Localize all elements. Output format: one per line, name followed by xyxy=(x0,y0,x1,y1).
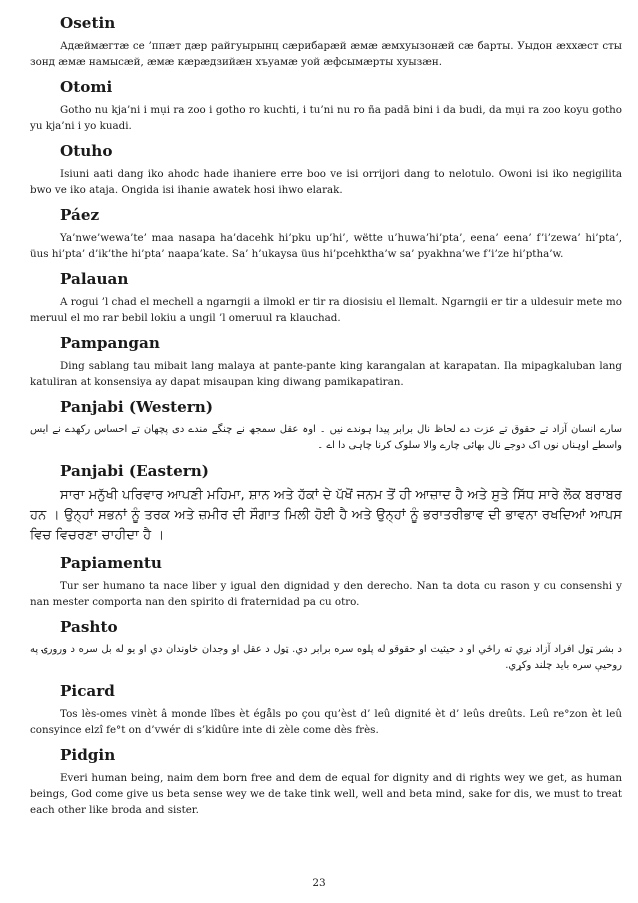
language-heading: Panjabi (Western) xyxy=(60,398,214,416)
declaration-text: Tur ser humano ta nace liber y igual den dignidad y den derecho. Nan ta dota cu rason y cu consenshi y nan mester comporta nan den spirito di fraternidad pa cu otro. xyxy=(30,580,622,608)
declaration-text: Ding sablang tau mibait lang malaya at pante-pante king karangalan at karapatan. Ila mipagkaluban lang katuliran at konsensiya ay dapat misaupan king diwang pamikapatiran. xyxy=(30,360,622,388)
entry-picard xyxy=(30,682,622,738)
document-page xyxy=(30,14,622,826)
entry-papiamentu xyxy=(30,554,622,610)
entry-pidgin xyxy=(30,746,622,818)
declaration-text: Tos lès-omes vinèt â monde lîbes èt égåls po çou qu’èst d’ leû dignité èt d’ leûs dreûts. Leû re°zon èt leû consyince elzî fe°t on d’vwér di s’kidûre inte di zèle come dès frès. xyxy=(30,708,622,736)
declaration-text: Isiuni aati dang iko ahodc hade ihaniere erre boo ve isi orrijori dang to nelotulo. Owoni isi iko negigilita bwo ve iko ataja. Ongida isi ihanie awatek hosi ihwo elarak. xyxy=(30,168,622,196)
language-heading: Pidgin xyxy=(60,746,116,764)
entry-panjabi-western xyxy=(30,398,622,454)
declaration-text: سارے انسان آزاد تے حقوق تے عزت دے لحاظ نال برابر پیدا ہوندے نیں ۔ اوہ عقل سمجھ نے چنگے مندے دی پچھان تے احساس رکھدے نے ایس واسطے اوہناں نوں اک دوجے نال بھائی چارے والا سلوک کرنا چاہی دا اے ۔ xyxy=(30,424,622,451)
declaration-text: A rogui ’l chad el mechell a ngarngii a ilmokl er tir ra diosisiu el llemalt. Ngarngii er tir a uldesuir mete mo meruul el mo rar bebil lokiu a ungil ’l omeruul ra klauchad. xyxy=(30,296,622,324)
language-heading: Pashto xyxy=(60,618,118,636)
declaration-text: Everi human being, naim dem born free and dem de equal for dignity and di rights wey we get, as human beings, God come give us beta sense wey we de take tink well, well and beta mind, sake for dis, we must to treat each other like broda and sister. xyxy=(30,772,622,816)
language-heading: Osetin xyxy=(60,14,116,32)
entry-ossetian xyxy=(30,14,622,70)
declaration-text: Ya’nwe’wewa’te’ maa nasapa ha’dacehk hi’pku up’hi’, wëtte u’huwa’hi’pta’, eena’ eena’ f’i’zewa’ hi’pta’, üus hi’pta’ d’ik’the hi’pta’ naapa’kate. Sa’ h’ukaysa üus hi’pcehktha’w sa’ pyakhna’we f’i’ze hi’ptha’w. xyxy=(30,232,622,260)
declaration-text: Адæймæгтæ се ’ппæт дæр райгуырынц сæрибарæй æмæ æмхуызонæй сæ барты. Уыдон æххæст сты зонд æмæ намысæй, æмæ кæрæдзийæн хъуамæ уой æфсымæрты хуызæн. xyxy=(30,40,622,68)
entry-pashto xyxy=(30,618,622,674)
entry-panjabi-eastern xyxy=(30,462,622,546)
page-number: 23 xyxy=(312,877,326,889)
declaration-text: د بشر ټول افراد آزاد نږي ته راځي او د حيثيت او حقوقو له پلوه سره برابر دي. ټول د عقل او وجدان خاوندان دي او يو له بل سره د ورورۍ په روحيې سره بايد چلند وکړي. xyxy=(30,644,622,671)
entry-palauan xyxy=(30,270,622,326)
declaration-text: Gotho nu kja’ni i mụi ra zoo i gotho ro kuchti, i tu’ni nu ro ña padā bini i da budi, da mụi ra zoo koyu gotho yu kja’ni i yo kuadi. xyxy=(30,104,622,132)
language-heading: Palauan xyxy=(60,270,129,288)
language-heading: Páez xyxy=(60,206,100,224)
language-heading: Picard xyxy=(60,682,115,700)
declaration-text: ਸਾਰਾ ਮਨੁੱਖੀ ਪਰਿਵਾਰ ਆਪਣੀ ਮਹਿਮਾ, ਸ਼ਾਨ ਅਤੇ ਹੱਕਾਂ ਦੇ ਪੱਖੋਂ ਜਨਮ ਤੋਂ ਹੀ ਆਜ਼ਾਦ ਹੈ ਅਤੇ ਸੁਤੇ ਸਿੱਧ ਸਾਰੇ ਲੋਕ ਬਰਾਬਰ ਹਨ । ਉਨ੍ਹਾਂ ਸਭਨਾਂ ਨੂੰ ਤਰਕ ਅਤੇ ਜ਼ਮੀਰ ਦੀ ਸੌਗਾਤ ਮਿਲੀ ਹੋਈ ਹੈ ਅਤੇ ਉਨ੍ਹਾਂ ਨੂੰ ਭਰਾਤਰੀਭਾਵ ਦੀ ਭਾਵਨਾ ਰਖਦਿਆਂ ਆਪਸ ਵਿਚ ਵਿਚਰਣਾ ਚਾਹੀਦਾ ਹੈ । xyxy=(30,488,622,543)
entry-otuho xyxy=(30,142,622,198)
language-heading: Panjabi (Eastern) xyxy=(60,462,209,480)
entry-otomi xyxy=(30,78,622,134)
entry-pampangan xyxy=(30,334,622,390)
entry-paez xyxy=(30,206,622,262)
language-heading: Otomi xyxy=(60,78,113,96)
language-heading: Otuho xyxy=(60,142,113,160)
language-heading: Papiamentu xyxy=(60,554,162,572)
language-heading: Pampangan xyxy=(60,334,160,352)
